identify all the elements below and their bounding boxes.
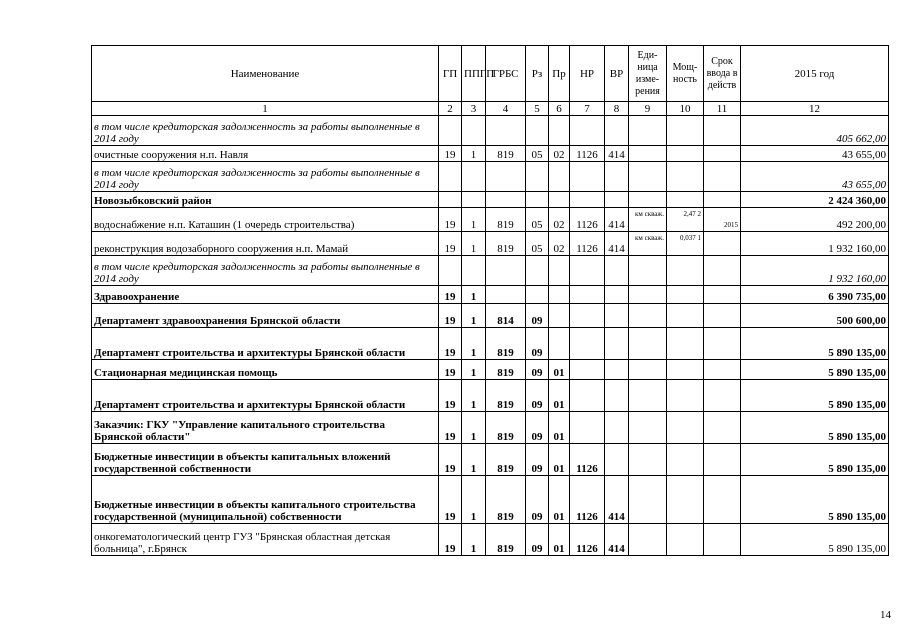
cell-grbs: 819 — [486, 208, 526, 232]
cell-term — [704, 256, 741, 286]
cell-amount: 5 890 135,00 — [741, 328, 889, 360]
column-number: 8 — [605, 102, 629, 116]
cell-rz: 09 — [526, 380, 549, 412]
cell-vr: 414 — [605, 232, 629, 256]
header-grbs: ГРБС — [486, 46, 526, 102]
cell-pr — [549, 304, 570, 328]
row-name: водоснабжение н.п. Каташин (1 очередь строительства) — [92, 208, 439, 232]
cell-rz: 05 — [526, 208, 549, 232]
header-year: 2015 год — [741, 46, 889, 102]
cell-np — [570, 412, 605, 444]
cell-np — [570, 286, 605, 304]
cell-rz: 09 — [526, 444, 549, 476]
cell-term — [704, 146, 741, 162]
cell-term — [704, 192, 741, 208]
cell-ppgp: 1 — [462, 232, 486, 256]
cell-capacity — [667, 146, 704, 162]
table-row — [92, 146, 889, 162]
cell-np — [570, 328, 605, 360]
cell-np — [570, 192, 605, 208]
cell-pr: 02 — [549, 146, 570, 162]
column-number-row — [92, 102, 889, 116]
cell-gp: 19 — [439, 524, 462, 556]
cell-gp — [439, 162, 462, 192]
cell-gp: 19 — [439, 412, 462, 444]
cell-pr: 01 — [549, 444, 570, 476]
cell-ppgp: 1 — [462, 360, 486, 380]
cell-amount: 5 890 135,00 — [741, 360, 889, 380]
cell-rz: 05 — [526, 146, 549, 162]
cell-capacity: 0,037 1 — [667, 232, 704, 256]
column-number: 7 — [570, 102, 605, 116]
cell-amount: 500 600,00 — [741, 304, 889, 328]
table-row — [92, 360, 889, 380]
cell-ppgp: 1 — [462, 380, 486, 412]
table-body — [92, 116, 889, 556]
table-row — [92, 162, 889, 192]
budget-table — [91, 45, 889, 556]
cell-vr — [605, 328, 629, 360]
cell-rz: 09 — [526, 524, 549, 556]
cell-vr — [605, 192, 629, 208]
cell-ppgp: 1 — [462, 328, 486, 360]
column-number: 3 — [462, 102, 486, 116]
cell-amount: 5 890 135,00 — [741, 380, 889, 412]
row-name: онкогематологический центр ГУЗ "Брянская областная детская больница", г.Брянск — [92, 524, 439, 556]
cell-grbs: 819 — [486, 146, 526, 162]
cell-gp: 19 — [439, 232, 462, 256]
cell-pr — [549, 328, 570, 360]
cell-amount: 1 932 160,00 — [741, 256, 889, 286]
cell-vr — [605, 116, 629, 146]
cell-unit — [629, 256, 667, 286]
cell-amount: 1 932 160,00 — [741, 232, 889, 256]
column-number: 6 — [549, 102, 570, 116]
row-name: Департамент строительства и архитектуры Брянской области — [92, 380, 439, 412]
cell-ppgp: 1 — [462, 524, 486, 556]
cell-grbs: 819 — [486, 524, 526, 556]
cell-unit — [629, 328, 667, 360]
column-number: 11 — [704, 102, 741, 116]
cell-ppgp: 1 — [462, 146, 486, 162]
cell-amount: 5 890 135,00 — [741, 412, 889, 444]
cell-gp: 19 — [439, 304, 462, 328]
cell-np — [570, 162, 605, 192]
row-name: Заказчик: ГКУ "Управление капитального строительства Брянской области" — [92, 412, 439, 444]
cell-unit — [629, 146, 667, 162]
table-row — [92, 286, 889, 304]
header-rz: Рз — [526, 46, 549, 102]
cell-rz — [526, 286, 549, 304]
cell-gp: 19 — [439, 146, 462, 162]
cell-unit — [629, 476, 667, 524]
row-name: Бюджетные инвестиции в объекты капитальных вложений государственной собственности — [92, 444, 439, 476]
cell-grbs — [486, 286, 526, 304]
cell-capacity: 2,47 2 — [667, 208, 704, 232]
cell-np — [570, 380, 605, 412]
cell-term: 2015 — [704, 208, 741, 232]
cell-ppgp — [462, 162, 486, 192]
cell-ppgp: 1 — [462, 444, 486, 476]
table-row — [92, 192, 889, 208]
column-number: 1 — [92, 102, 439, 116]
cell-capacity — [667, 286, 704, 304]
cell-amount: 492 200,00 — [741, 208, 889, 232]
cell-unit — [629, 116, 667, 146]
table-row — [92, 116, 889, 146]
cell-term — [704, 116, 741, 146]
cell-amount: 5 890 135,00 — [741, 476, 889, 524]
cell-gp — [439, 116, 462, 146]
cell-term — [704, 328, 741, 360]
cell-unit — [629, 412, 667, 444]
cell-capacity — [667, 328, 704, 360]
table-row — [92, 412, 889, 444]
cell-ppgp: 1 — [462, 304, 486, 328]
cell-pr — [549, 116, 570, 146]
cell-term — [704, 524, 741, 556]
cell-vr — [605, 380, 629, 412]
cell-pr: 01 — [549, 412, 570, 444]
table-row — [92, 328, 889, 360]
cell-rz — [526, 116, 549, 146]
table-row — [92, 524, 889, 556]
row-name: реконструкция водозаборного сооружения н.п. Мамай — [92, 232, 439, 256]
cell-amount: 6 390 735,00 — [741, 286, 889, 304]
header-ppgp: ППГП — [462, 46, 486, 102]
table-row — [92, 476, 889, 524]
cell-ppgp — [462, 256, 486, 286]
header-name: Наименование — [92, 46, 439, 102]
cell-term — [704, 444, 741, 476]
cell-ppgp — [462, 192, 486, 208]
cell-np — [570, 116, 605, 146]
cell-gp: 19 — [439, 286, 462, 304]
row-name: очистные сооружения н.п. Навля — [92, 146, 439, 162]
cell-vr: 414 — [605, 208, 629, 232]
cell-unit — [629, 360, 667, 380]
cell-capacity — [667, 412, 704, 444]
header-term: Срок ввода в действ — [704, 46, 741, 102]
cell-gp: 19 — [439, 208, 462, 232]
header-vr: ВР — [605, 46, 629, 102]
cell-gp: 19 — [439, 380, 462, 412]
cell-rz — [526, 256, 549, 286]
cell-np — [570, 360, 605, 380]
row-name: в том числе кредиторская задолженность за работы выполненные в 2014 году — [92, 116, 439, 146]
cell-gp — [439, 256, 462, 286]
cell-pr — [549, 192, 570, 208]
column-number: 2 — [439, 102, 462, 116]
cell-np: 1126 — [570, 208, 605, 232]
cell-vr — [605, 412, 629, 444]
header-row — [92, 46, 889, 102]
cell-pr — [549, 256, 570, 286]
header-capacity: Мощ-ность — [667, 46, 704, 102]
cell-capacity — [667, 162, 704, 192]
cell-capacity — [667, 192, 704, 208]
cell-vr — [605, 444, 629, 476]
cell-rz: 05 — [526, 232, 549, 256]
cell-term — [704, 412, 741, 444]
cell-amount: 405 662,00 — [741, 116, 889, 146]
cell-unit: км скваж. — [629, 232, 667, 256]
cell-capacity — [667, 524, 704, 556]
cell-vr — [605, 162, 629, 192]
table-row — [92, 208, 889, 232]
cell-unit — [629, 286, 667, 304]
row-name: Новозыбковский район — [92, 192, 439, 208]
cell-pr: 01 — [549, 380, 570, 412]
cell-grbs — [486, 116, 526, 146]
page-number: 14 — [880, 609, 891, 621]
row-name: Здравоохранение — [92, 286, 439, 304]
cell-grbs — [486, 256, 526, 286]
column-number: 5 — [526, 102, 549, 116]
cell-grbs — [486, 192, 526, 208]
cell-pr: 02 — [549, 232, 570, 256]
cell-np: 1126 — [570, 146, 605, 162]
cell-amount: 43 655,00 — [741, 146, 889, 162]
header-gp: ГП — [439, 46, 462, 102]
cell-rz — [526, 192, 549, 208]
cell-unit — [629, 162, 667, 192]
cell-unit — [629, 380, 667, 412]
cell-grbs: 819 — [486, 476, 526, 524]
cell-capacity — [667, 256, 704, 286]
cell-vr — [605, 286, 629, 304]
cell-unit — [629, 192, 667, 208]
cell-gp: 19 — [439, 444, 462, 476]
cell-vr — [605, 360, 629, 380]
cell-np — [570, 304, 605, 328]
cell-term — [704, 304, 741, 328]
row-name: Бюджетные инвестиции в объекты капитального строительства государственной (муниципальной) собственности — [92, 476, 439, 524]
cell-term — [704, 476, 741, 524]
cell-term — [704, 162, 741, 192]
cell-vr: 414 — [605, 146, 629, 162]
cell-amount: 2 424 360,00 — [741, 192, 889, 208]
cell-pr: 02 — [549, 208, 570, 232]
row-name: Департамент строительства и архитектуры Брянской области — [92, 328, 439, 360]
cell-vr — [605, 304, 629, 328]
cell-pr — [549, 162, 570, 192]
column-number: 10 — [667, 102, 704, 116]
cell-grbs: 819 — [486, 444, 526, 476]
cell-term — [704, 360, 741, 380]
table-row — [92, 380, 889, 412]
cell-ppgp: 1 — [462, 208, 486, 232]
table-row — [92, 304, 889, 328]
column-number: 9 — [629, 102, 667, 116]
table-row — [92, 256, 889, 286]
cell-amount: 5 890 135,00 — [741, 444, 889, 476]
cell-amount: 43 655,00 — [741, 162, 889, 192]
cell-vr: 414 — [605, 476, 629, 524]
cell-ppgp: 1 — [462, 286, 486, 304]
column-number: 12 — [741, 102, 889, 116]
cell-capacity — [667, 116, 704, 146]
cell-np: 1126 — [570, 524, 605, 556]
cell-rz: 09 — [526, 360, 549, 380]
cell-pr — [549, 286, 570, 304]
column-number: 4 — [486, 102, 526, 116]
cell-grbs: 819 — [486, 412, 526, 444]
header-pr: Пр — [549, 46, 570, 102]
cell-gp: 19 — [439, 328, 462, 360]
row-name: в том числе кредиторская задолженность за работы выполненные в 2014 году — [92, 256, 439, 286]
table-row — [92, 232, 889, 256]
cell-gp: 19 — [439, 360, 462, 380]
cell-term — [704, 380, 741, 412]
row-name: Департамент здравоохранения Брянской области — [92, 304, 439, 328]
cell-pr: 01 — [549, 360, 570, 380]
cell-vr: 414 — [605, 524, 629, 556]
cell-vr — [605, 256, 629, 286]
cell-pr: 01 — [549, 524, 570, 556]
cell-grbs: 819 — [486, 380, 526, 412]
cell-rz: 09 — [526, 476, 549, 524]
cell-capacity — [667, 380, 704, 412]
cell-capacity — [667, 360, 704, 380]
cell-ppgp — [462, 116, 486, 146]
cell-np: 1126 — [570, 232, 605, 256]
cell-unit — [629, 524, 667, 556]
cell-rz: 09 — [526, 328, 549, 360]
cell-capacity — [667, 476, 704, 524]
cell-grbs: 819 — [486, 232, 526, 256]
cell-term — [704, 232, 741, 256]
cell-ppgp: 1 — [462, 476, 486, 524]
cell-capacity — [667, 444, 704, 476]
cell-pr: 01 — [549, 476, 570, 524]
cell-grbs: 819 — [486, 360, 526, 380]
cell-np: 1126 — [570, 476, 605, 524]
cell-np — [570, 256, 605, 286]
cell-rz — [526, 162, 549, 192]
row-name: Стационарная медицинская помощь — [92, 360, 439, 380]
header-unit: Еди-ница изме-рения — [629, 46, 667, 102]
cell-gp: 19 — [439, 476, 462, 524]
cell-rz: 09 — [526, 412, 549, 444]
header-np: НР — [570, 46, 605, 102]
row-name: в том числе кредиторская задолженность за работы выполненные в 2014 году — [92, 162, 439, 192]
table-row — [92, 444, 889, 476]
cell-term — [704, 286, 741, 304]
cell-gp — [439, 192, 462, 208]
cell-np: 1126 — [570, 444, 605, 476]
cell-ppgp: 1 — [462, 412, 486, 444]
cell-grbs: 819 — [486, 328, 526, 360]
cell-amount: 5 890 135,00 — [741, 524, 889, 556]
cell-capacity — [667, 304, 704, 328]
cell-grbs: 814 — [486, 304, 526, 328]
cell-unit — [629, 304, 667, 328]
cell-grbs — [486, 162, 526, 192]
cell-unit: км скваж. — [629, 208, 667, 232]
cell-unit — [629, 444, 667, 476]
cell-rz: 09 — [526, 304, 549, 328]
